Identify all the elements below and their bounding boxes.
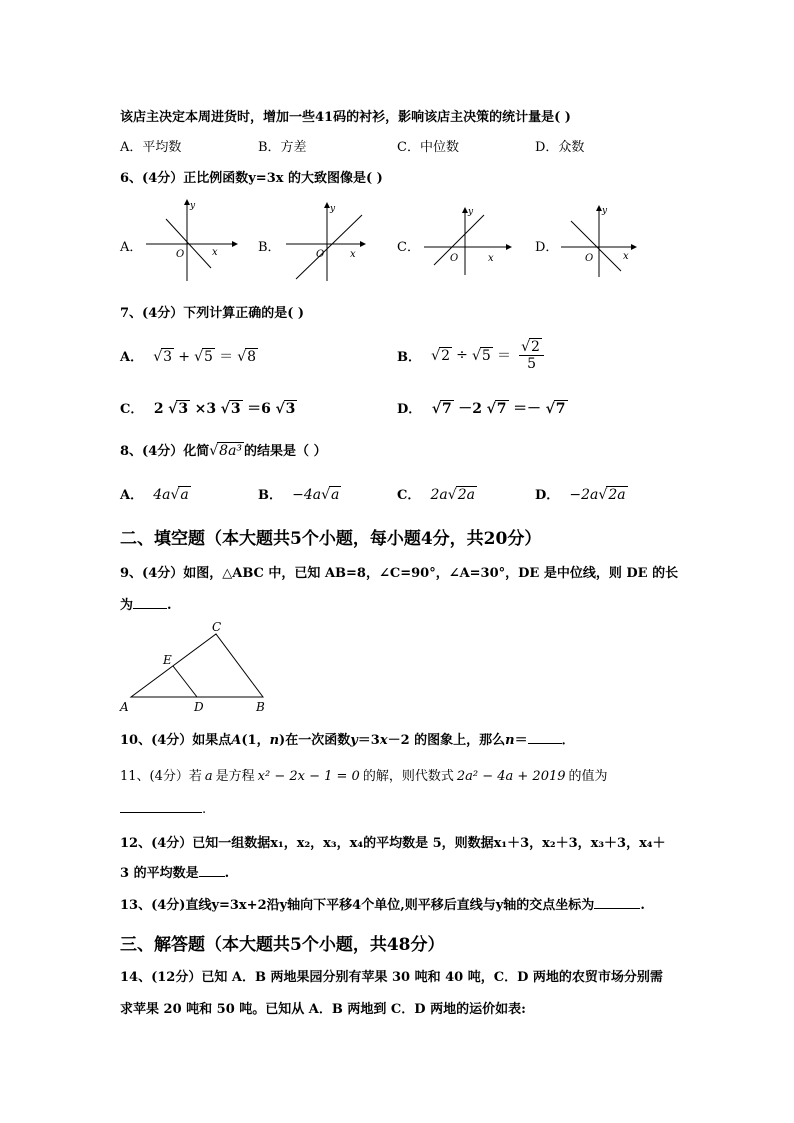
q9-line2: 为 . (120, 598, 172, 613)
q6b-o: O (316, 249, 325, 260)
q5-option-c: C．中位数 (397, 140, 459, 155)
q7c-eq: ＝6 (247, 401, 271, 417)
q7c-label: C． (120, 402, 144, 417)
q6b-y: y (330, 204, 336, 214)
q13-answer-blank (594, 896, 640, 909)
q7d-r2: 7 (496, 401, 507, 417)
section-3-heading: 三、解答题（本大题共5个小题，共48分） (120, 935, 445, 955)
q7-option-d: D． √7 －2 √7 ＝－ √7 (397, 401, 566, 417)
q7b-r1: 2 (441, 347, 450, 364)
q8-option-a: A． 4a√a (120, 487, 189, 503)
q8-option-c: C． 2a√2a (397, 487, 475, 503)
q7a-eq: ＝ (219, 349, 234, 365)
q7d-op: －2 (458, 401, 483, 417)
q6a-y: y (190, 201, 196, 211)
q7b-label: B． (397, 349, 421, 365)
q6b-x: x (350, 249, 356, 260)
svg-text:B: B (256, 700, 265, 714)
q7c-r3: 3 (285, 401, 296, 417)
q6d-o: O (585, 253, 594, 264)
q6a-o: O (176, 249, 185, 260)
q12-answer-blank (199, 864, 225, 877)
q12-line2: 3 的平均数是 . (120, 866, 230, 881)
q11-text: 11、(4分）若 a 是方程 x² − 2x − 1 = 0 的解，则代数式 2a² − 4a + 2019 的值为 (120, 769, 608, 784)
q11-answer-blank (120, 800, 202, 813)
q6c-x: x (488, 253, 494, 264)
q5-option-d: D．众数 (535, 140, 585, 155)
q6a-x: x (212, 247, 218, 258)
q6-graph-c (420, 195, 520, 285)
q10-answer-blank (528, 731, 562, 744)
q7d-eq: ＝－ (513, 401, 542, 417)
q8-stem-expr: 8a³ (219, 443, 243, 459)
q9-answer-blank (133, 596, 167, 609)
q6-label-a: A． (120, 240, 143, 255)
q7d-r3: 7 (555, 401, 566, 417)
q7c-op: ×3 (194, 401, 217, 417)
q8-stem: 8、(4分）化简√8a³ 的结果是（ ） (120, 443, 327, 459)
q6-stem: 6、(4分）正比例函数y=3x 的大致图像是( ) (120, 171, 383, 186)
q7b-num: 2 (531, 339, 540, 355)
q7-option-c: C． 2 √3 ×3 √3 ＝6 √3 (120, 401, 296, 417)
svg-text:A: A (120, 700, 129, 714)
q7c-c1: 2 (153, 401, 164, 417)
q8-stem-b: 的结果是（ ） (244, 444, 327, 459)
q7-option-a: A． √3 + √5 ＝ √8 (120, 349, 257, 365)
q7a-r2: 5 (204, 349, 213, 365)
svg-text:E: E (163, 653, 172, 667)
q7c-r1: 3 (178, 401, 189, 417)
q6-label-b: B． (258, 240, 281, 255)
svg-text:D: D (194, 700, 204, 714)
section-2-heading: 二、填空题（本大题共5个小题，每小题4分，共20分） (120, 529, 542, 549)
q6d-x: x (623, 251, 629, 262)
q7-stem: 7、(4分）下列计算正确的是( ) (120, 306, 305, 321)
q6c-o: O (450, 253, 459, 264)
q7b-op: ÷ (456, 347, 468, 363)
q9-triangle-figure (116, 618, 276, 718)
q7-option-b: B． √2 ÷ √5 ＝ $\frac{√2}{5}$ (397, 338, 544, 372)
q6d-y: y (602, 206, 608, 216)
q8-stem-a: 8、(4分）化简 (120, 444, 210, 459)
q5-option-b: B．方差 (258, 140, 307, 155)
q8-option-d: D． −2a√2a (535, 487, 626, 503)
q6-label-d: D． (535, 240, 559, 255)
q7a-r3: 8 (247, 349, 257, 365)
q7a-label: A． (120, 350, 144, 365)
q7a-op: + (178, 349, 190, 365)
q6-graph-a (140, 195, 240, 285)
q11-answer-line: . (120, 800, 206, 817)
q10-text: 10、(4分）如果点A(1，n)在一次函数y＝3x－2 的图象上，那么n＝ ． (120, 733, 575, 748)
q6-graph-b (280, 195, 380, 285)
q7c-r2: 3 (230, 401, 241, 417)
q7d-r1: 7 (442, 401, 452, 417)
q7b-den: 5 (527, 356, 536, 372)
q12-line1: 12、(4分）已知一组数据x₁，x₂，x₃，x₄的平均数是 5，则数据x₁＋3，x₂＋3，x₃＋3，x₄＋ (120, 836, 666, 851)
q5-option-a: A．平均数 (120, 140, 182, 155)
q13-text: 13、(4分)直线y=3x+2沿y轴向下平移4个单位,则平移后直线与y轴的交点坐标为 . (120, 898, 645, 913)
svg-text:C: C (212, 620, 222, 634)
q7d-label: D． (397, 402, 422, 417)
q6c-y: y (468, 207, 474, 217)
q8-option-b: B． −4a√a (258, 487, 340, 503)
q6-label-c: C． (397, 240, 420, 255)
q5-stem-tail: 该店主决定本周进货时，增加一些41码的衬衫，影响该店主决策的统计量是( ) (120, 110, 571, 125)
q7a-r1: 3 (163, 349, 173, 365)
q9-line1: 9、(4分）如图，△ABC 中，已知 AB=8，∠C=90°，∠A=30°，DE 是中位线，则 DE 的长 (120, 566, 679, 581)
q7b-eq: ＝ (496, 348, 511, 364)
q14-line1: 14、(12分）已知 A．B 两地果园分别有苹果 30 吨和 40 吨，C．D 两地的农贸市场分别需 (120, 970, 663, 985)
q14-line2: 求苹果 20 吨和 50 吨。已知从 A．B 两地到 C．D 两地的运价如表: (120, 1002, 526, 1017)
q7b-r2: 5 (481, 347, 491, 364)
q6-graph-d (555, 195, 655, 285)
